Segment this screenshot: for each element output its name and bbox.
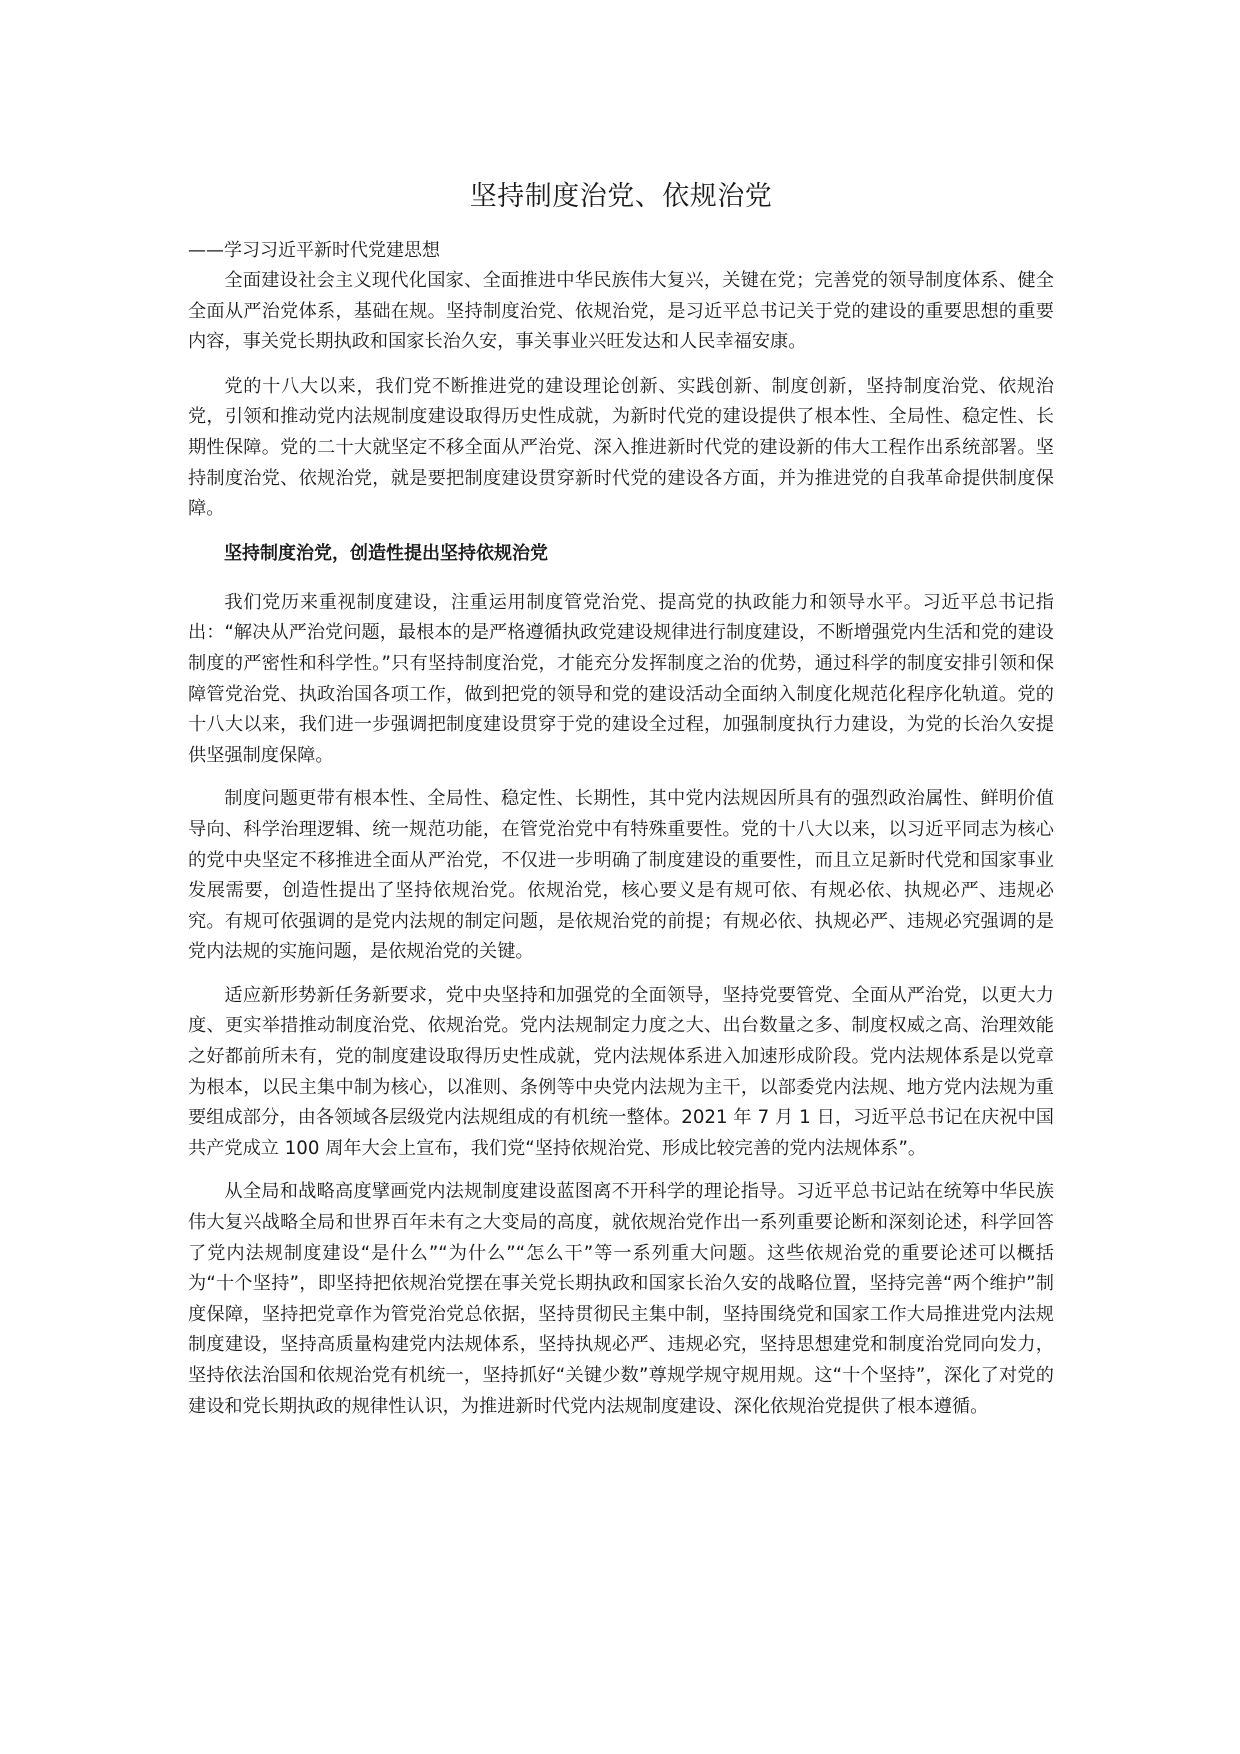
document-page — [188, 170, 1054, 1435]
paragraph-section-4: 从全局和战略高度擘画党内法规制度建设蓝图离不开科学的理论指导。习近平总书记站在统筹中华民族伟大复兴战略全局和世界百年未有之大变局的高度，就依规治党作出一系列重要论断和深刻论述，科学回答了党内法规制度建设“是什么”“为什么”“怎么干”等一系列重大问题。这些依规治党的重要论述可以概括为“十个坚持”，即坚持把依规治党摆在事关党长期执政和国家长治久安的战略位置，坚持完善“两个维护”制度保障，坚持把党章作为管党治党总依据，坚持贯彻民主集中制，坚持围绕党和国家工作大局推进党内法规制度建设，坚持高质量构建党内法规体系，坚持执规必严、违规必究，坚持思想建党和制度治党同向发力，坚持依法治国和依规治党有机统一，坚持抓好“关键少数”尊规学规守规用规。这“十个坚持”，深化了对党的建设和党长期执政的规律性认识，为推进新时代党内法规制度建设、深化依规治党提供了根本遵循。 — [188, 1181, 1054, 1417]
document-title: 坚持制度治党、依规治党 — [469, 181, 773, 212]
paragraph-intro-2: 党的十八大以来，我们党不断推进党的建设理论创新、实践创新、制度创新，坚持制度治党、依规治党，引领和推动党内法规制度建设取得历史性成就，为新时代党的建设提供了根本性、全局性、稳定性、长期性保障。党的二十大就坚定不移全面从严治党、深入推进新时代党的建设新的伟大工程作出系统部署。坚持制度治党、依规治党，就是要把制度建设贯穿新时代党的建设各方面，并为推进党的自我革命提供制度保障。 — [188, 375, 1054, 520]
paragraph-section-3: 适应新形势新任务新要求，党中央坚持和加强党的全面领导，坚持党要管党、全面从严治党，以更大力度、更实举措推动制度治党、依规治党。党内法规制定力度之大、出台数量之多、制度权威之高、治理效能之好都前所未有，党的制度建设取得历史性成就，党内法规体系进入加速形成阶段。党内法规体系是以党章为根本，以民主集中制为核心，以准则、条例等中央党内法规为主干，以部委党内法规、地方党内法规为重要组成部分，由各领域各层级党内法规组成的有机统一整体。2021 年 7 月 1 日，习近平总书记在庆祝中国共产党成立 100 周年大会上宣布，我们党“坚持依规治党、形成比较完善的党内法规体系”。 — [188, 984, 1054, 1159]
paragraph-section-1: 我们党历来重视制度建设，注重运用制度管党治党、提高党的执政能力和领导水平。习近平总书记指出：“解决从严治党问题，最根本的是严格遵循执政党建设规律进行制度建设，不断增强党内生活和党的建设制度的严密性和科学性。”只有坚持制度治党，才能充分发挥制度之治的优势，通过科学的制度安排引领和保障管党治党、执政治国各项工作，做到把党的领导和党的建设活动全面纳入制度化规范化程序化轨道。党的十八大以来，我们进一步强调把制度建设贯穿于党的建设全过程，加强制度执行力建设，为党的长治久安提供坚强制度保障。 — [188, 591, 1054, 766]
paragraph-section-2: 制度问题更带有根本性、全局性、稳定性、长期性，其中党内法规因所具有的强烈政治属性、鲜明价值导向、科学治理逻辑、统一规范功能，在管党治党中有特殊重要性。党的十八大以来，以习近平同志为核心的党中央坚定不移推进全面从严治党，不仅进一步明确了制度建设的重要性，而且立足新时代党和国家事业发展需要，创造性提出了坚持依规治党。依规治党，核心要义是有规可依、有规必依、执规必严、违规必究。有规可依强调的是党内法规的制定问题，是依规治党的前提；有规必依、执规必严、违规必究强调的是党内法规的实施问题，是依规治党的关键。 — [188, 788, 1054, 963]
document-subtitle: ——学习习近平新时代党建思想 — [188, 240, 440, 261]
paragraph-intro-1: 全面建设社会主义现代化国家、全面推进中华民族伟大复兴，关键在党；完善党的领导制度体系、健全全面从严治党体系，基础在规。坚持制度治党、依规治党，是习近平总书记关于党的建设的重要思想的重要内容，事关党长期执政和国家长治久安，事关事业兴旺发达和人民幸福安康。 — [188, 270, 1054, 353]
section-heading: 坚持制度治党，创造性提出坚持依规治党 — [224, 542, 548, 564]
